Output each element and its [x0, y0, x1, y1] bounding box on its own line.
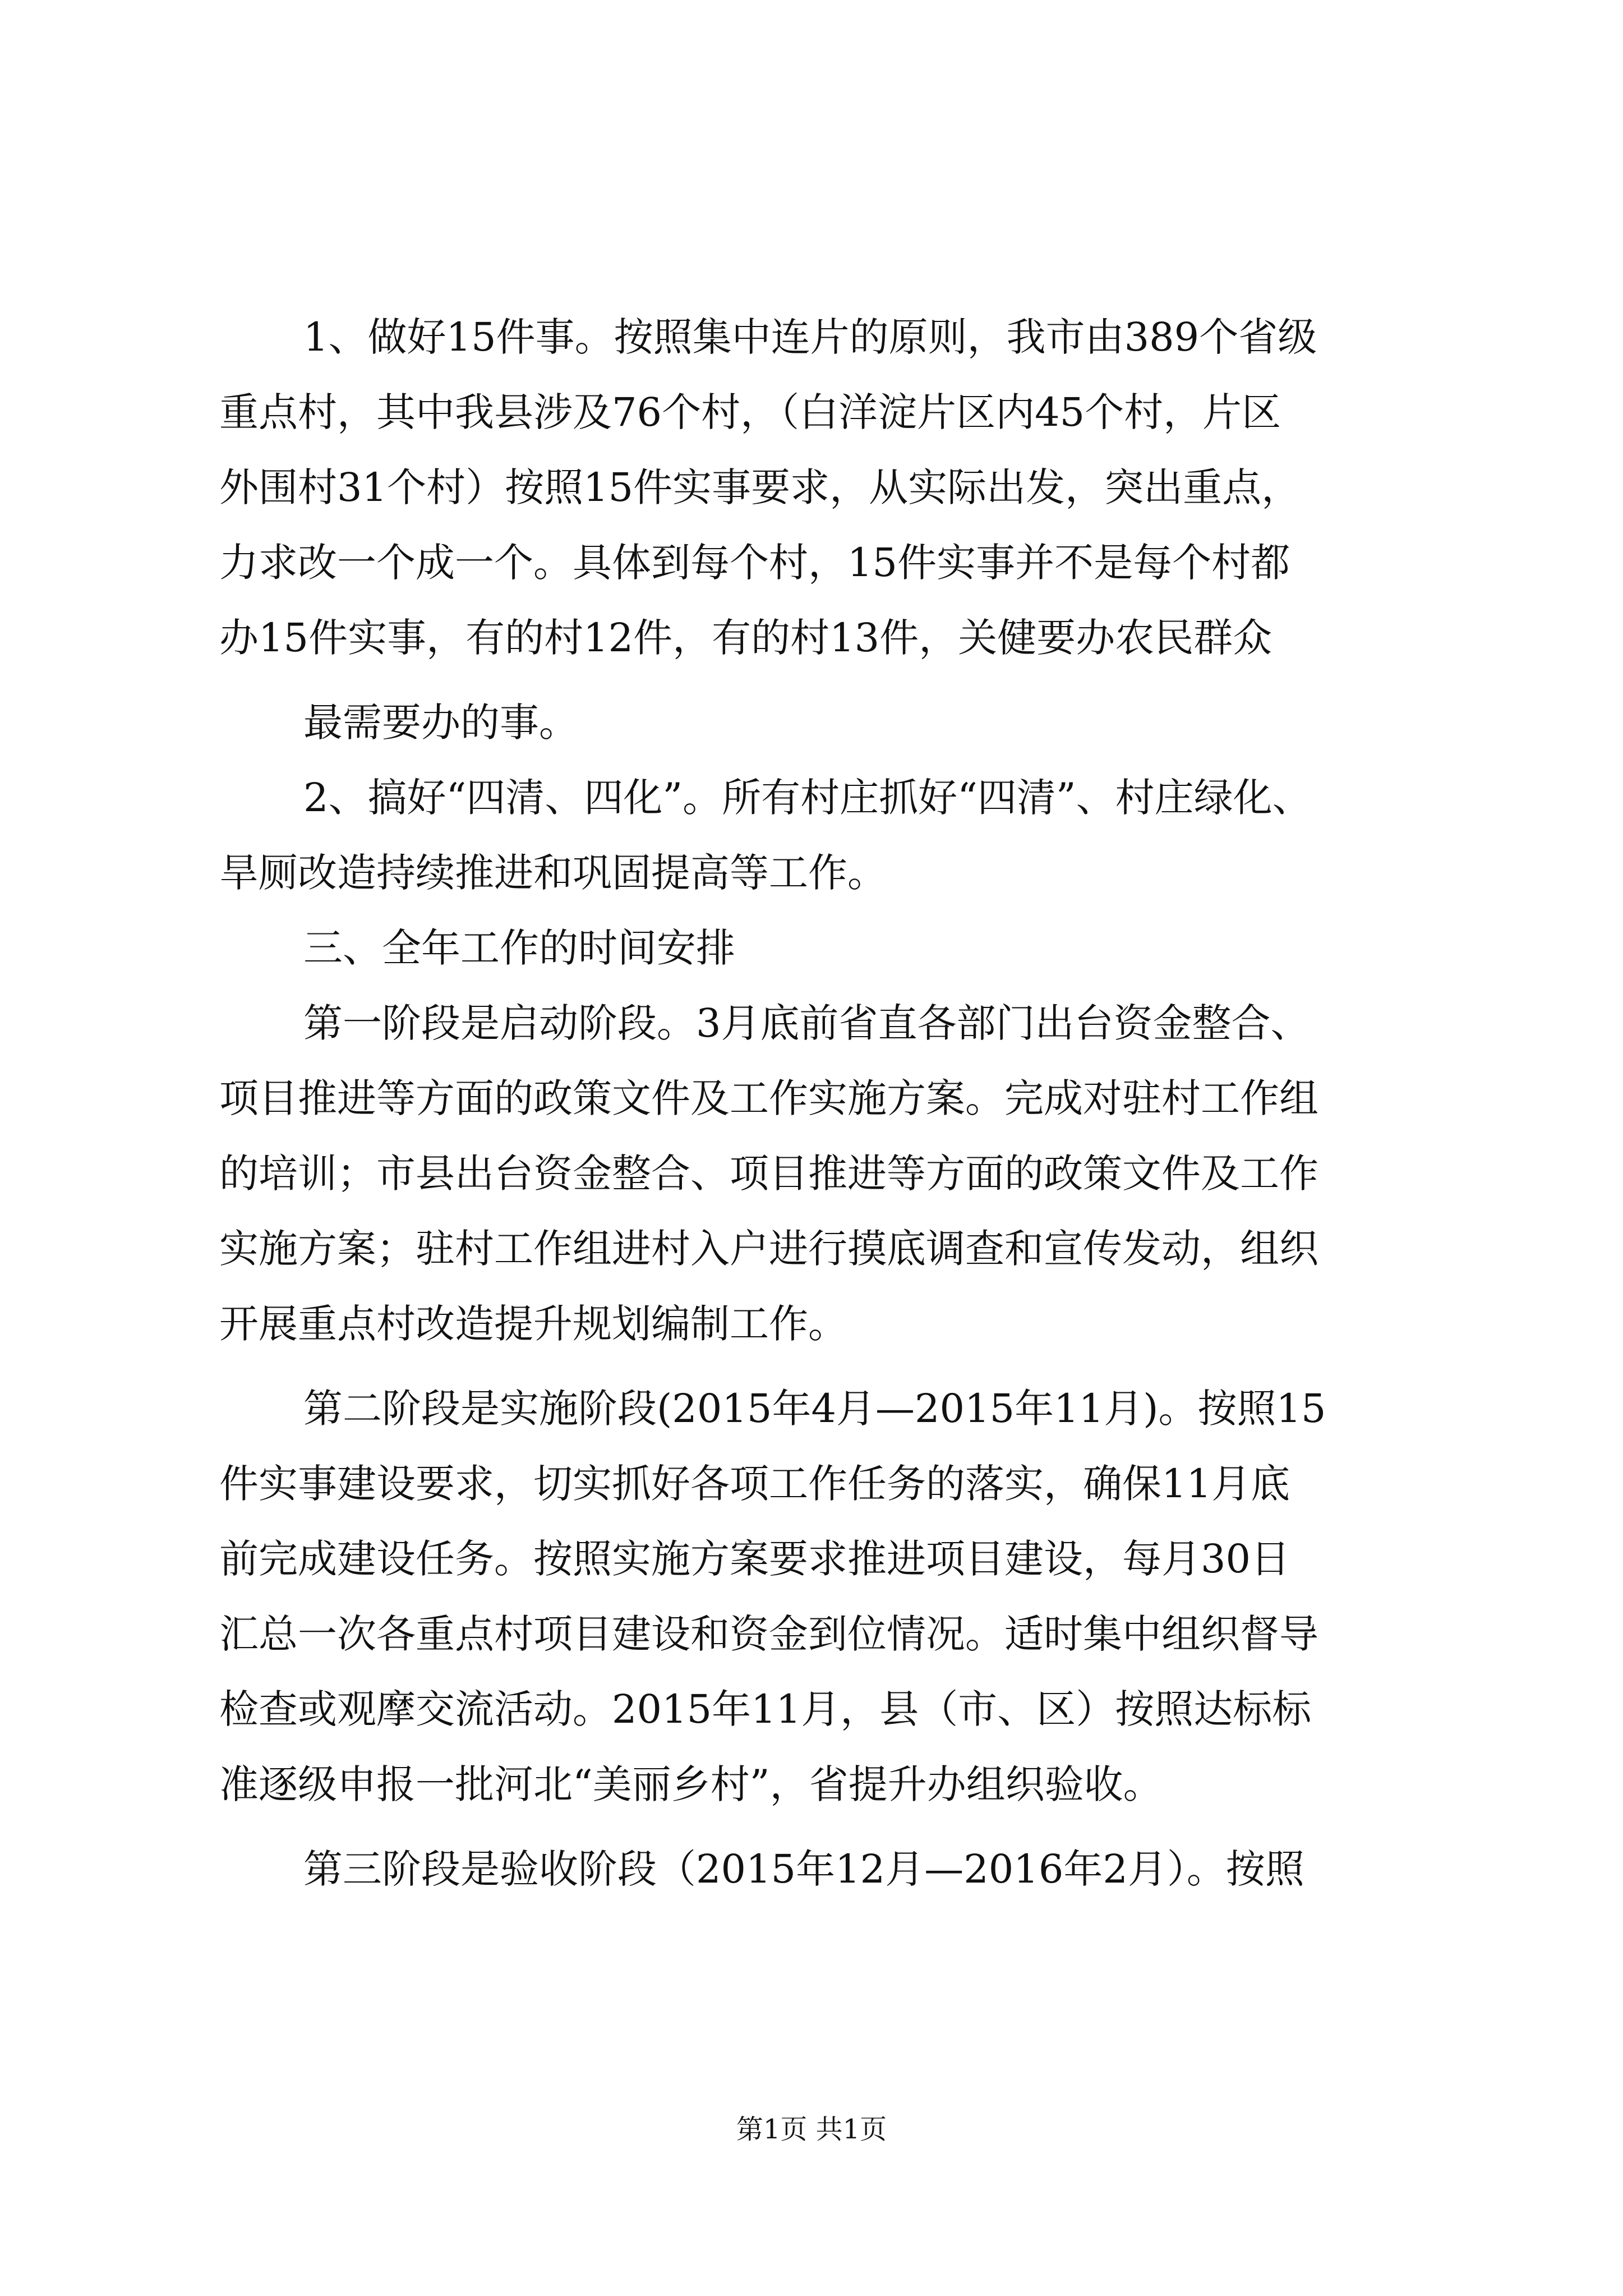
body-line: 旱厕改造持续推进和巩固提高等工作。 — [219, 850, 887, 896]
page-footer: 第1页 共1页 — [736, 2114, 887, 2145]
body-line: 实施方案；驻村工作组进村入户进行摸底调查和宣传发动，组织 — [219, 1226, 1318, 1272]
body-line: 准逐级申报一批河北“美丽乡村”，省提升办组织验收。 — [219, 1761, 1163, 1807]
body-line: 办15件实事，有的村12件，有的村13件，关健要办农民群众 — [219, 615, 1272, 661]
body-line: 的培训；市县出台资金整合、项目推进等方面的政策文件及工作 — [219, 1151, 1318, 1197]
body-line: 前完成建设任务。按照实施方案要求推进项目建设，每月30日 — [219, 1536, 1290, 1582]
body-line: 1、做好15件事。按照集中连片的原则，我市由389个省级 — [303, 314, 1317, 360]
body-line: 外围村31个村）按照15件实事要求，从实际出发，突出重点， — [219, 464, 1301, 510]
body-line: 2、搞好“四清、四化”。所有村庄抓好“四清”、村庄绿化、 — [303, 775, 1312, 821]
body-line: 第二阶段是实施阶段(2015年4月—2015年11月)。按照15 — [303, 1386, 1326, 1432]
section-heading: 三、全年工作的时间安排 — [303, 925, 735, 971]
body-line: 开展重点村改造提升规划编制工作。 — [219, 1301, 847, 1347]
body-line: 汇总一次各重点村项目建设和资金到位情况。适时集中组织督导 — [219, 1611, 1318, 1657]
body-line: 检查或观摩交流活动。2015年11月，县（市、区）按照达标标 — [219, 1686, 1312, 1732]
body-line: 第三阶段是验收阶段（2015年12月—2016年2月）。按照 — [303, 1846, 1304, 1892]
body-line: 重点村，其中我县涉及76个村，（白洋淀片区内45个村，片区 — [219, 389, 1281, 435]
body-line: 项目推进等方面的政策文件及工作实施方案。完成对驻村工作组 — [219, 1075, 1318, 1121]
body-line: 最需要办的事。 — [303, 700, 578, 746]
body-line: 力求改一个成一个。具体到每个村，15件实事并不是每个村都 — [219, 540, 1290, 586]
body-line: 件实事建设要求，切实抓好各项工作任务的落实，确保11月底 — [219, 1461, 1290, 1507]
body-line: 第一阶段是启动阶段。3月底前省直各部门出台资金整合、 — [303, 1000, 1310, 1046]
